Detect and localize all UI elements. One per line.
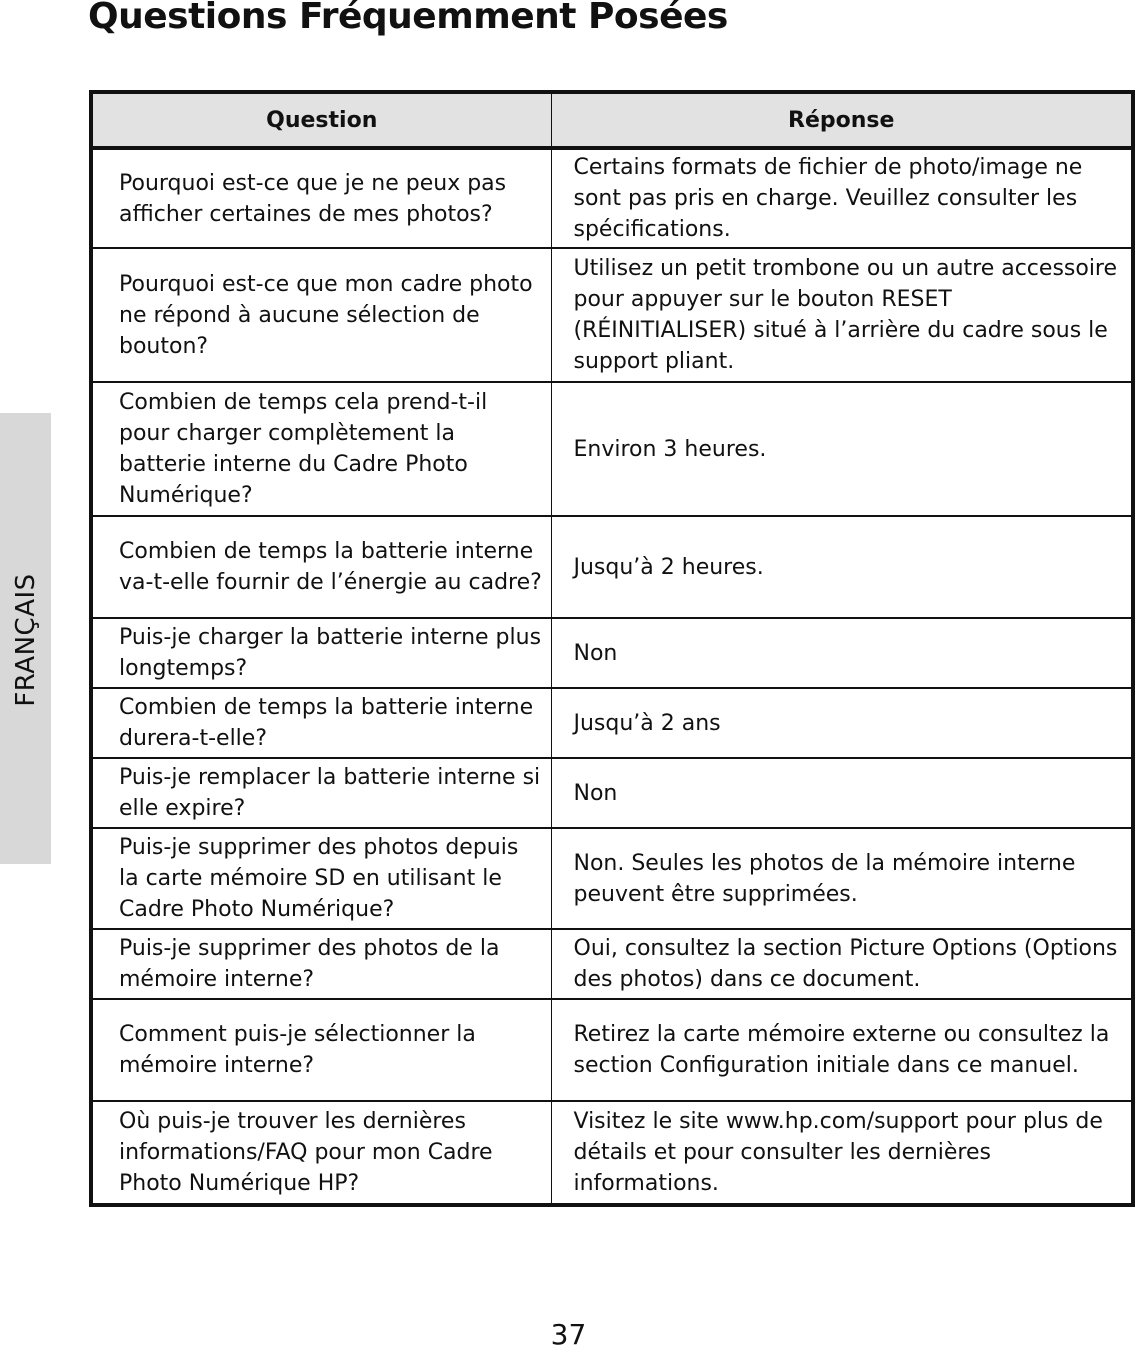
question-cell: Comment puis-je sélectionner la mémoire interne? [91,999,551,1101]
table-row [91,618,1133,688]
question-cell: Pourquoi est-ce que mon cadre photo ne répond à aucune sélection de bouton? [91,248,551,382]
answer-cell: Certains formats de fichier de photo/image ne sont pas pris en charge. Veuillez consulter les spécifications. [551,148,1133,248]
table-row [91,688,1133,758]
table-row [91,516,1133,618]
answer-cell: Oui, consultez la section Picture Options (Options des photos) dans ce document. [551,929,1133,999]
answer-cell: Utilisez un petit trombone ou un autre accessoire pour appuyer sur le bouton RESET (RÉINITIALISER) situé à l’arrière du cadre sous le support pliant. [551,248,1133,382]
answer-cell: Non [551,758,1133,828]
table-row [91,248,1133,382]
question-column-header: Question [91,92,551,148]
table-row [91,999,1133,1101]
answer-cell: Retirez la carte mémoire externe ou consultez la section Configuration initiale dans ce manuel. [551,999,1133,1101]
table-row [91,758,1133,828]
answer-cell: Jusqu’à 2 ans [551,688,1133,758]
table-header-row [91,92,1133,148]
language-side-tab-label: FRANÇAIS [11,573,41,707]
question-cell: Combien de temps cela prend-t-il pour charger complètement la batterie interne du Cadre Photo Numérique? [91,382,551,516]
table-row [91,382,1133,516]
table-row [91,828,1133,929]
table-row [91,148,1133,248]
page-title: Questions Fréquemment Posées [88,0,728,37]
question-cell: Puis-je remplacer la batterie interne si elle expire? [91,758,551,828]
question-cell: Pourquoi est-ce que je ne peux pas afficher certaines de mes photos? [91,148,551,248]
question-cell: Combien de temps la batterie interne va-t-elle fournir de l’énergie au cadre? [91,516,551,618]
table-row [91,1101,1133,1205]
question-cell: Puis-je supprimer des photos depuis la carte mémoire SD en utilisant le Cadre Photo Numérique? [91,828,551,929]
page-number: 37 [550,1318,587,1351]
question-cell: Puis-je supprimer des photos de la mémoire interne? [91,929,551,999]
faq-table [89,90,1135,1207]
answer-cell: Non. Seules les photos de la mémoire interne peuvent être supprimées. [551,828,1133,929]
question-cell: Puis-je charger la batterie interne plus longtemps? [91,618,551,688]
answer-cell: Visitez le site www.hp.com/support pour plus de détails et pour consulter les dernières informations. [551,1101,1133,1205]
answer-cell: Environ 3 heures. [551,382,1133,516]
answer-cell: Non [551,618,1133,688]
answer-column-header: Réponse [551,92,1133,148]
question-cell: Où puis-je trouver les dernières informations/FAQ pour mon Cadre Photo Numérique HP? [91,1101,551,1205]
question-cell: Combien de temps la batterie interne durera-t-elle? [91,688,551,758]
answer-cell: Jusqu’à 2 heures. [551,516,1133,618]
table-row [91,929,1133,999]
